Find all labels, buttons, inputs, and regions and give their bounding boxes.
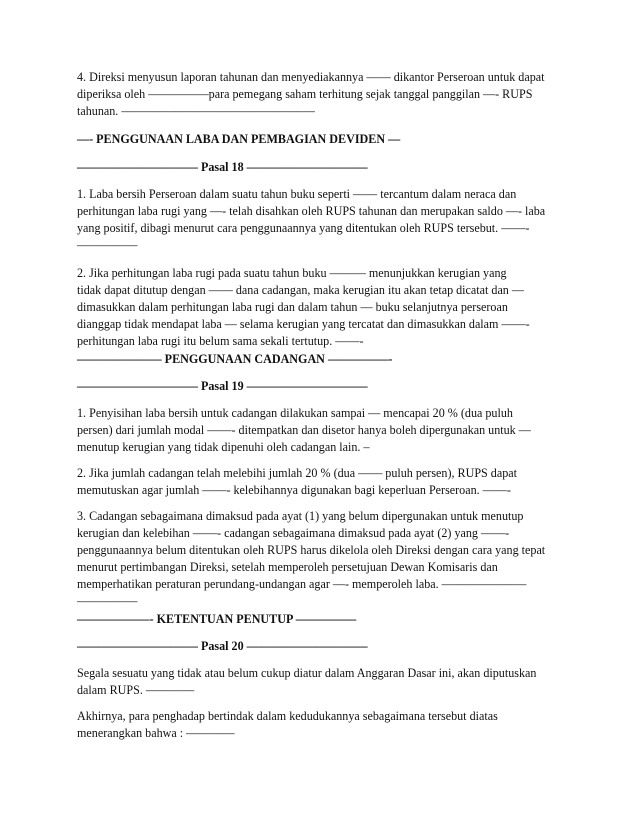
section-title-closing xyxy=(77,611,567,628)
text-line: Segala sesuatu yang tidak atau belum cukup diatur dalam Anggaran Dasar ini, akan diputuskan xyxy=(77,666,537,680)
section-title-profit-dividend xyxy=(77,131,567,148)
text-line: dimasukkan dalam perhitungan laba rugi dan dalam tahun — buku selanjutnya perseroan xyxy=(77,300,508,314)
text-line: perhitungan laba rugi itu belum sama sekali tertutup. ——- xyxy=(77,334,364,348)
text-line: dalam RUPS. ———— xyxy=(77,683,195,697)
text-line: dianggap tidak mendapat laba — selama kerugian yang tercatat dan dimasukkan dalam ——- xyxy=(77,317,530,331)
article-heading: —————————— Pasal 19 —————————— xyxy=(77,379,368,393)
text-line: persen) dari jumlah modal ——- ditempatkan dan disetor hanya boleh dipergunakan untuk — xyxy=(77,423,531,437)
text-line: tidak dapat ditutup dengan —— dana cadangan, maka kerugian itu akan tetap dicatat dan — xyxy=(77,283,524,297)
text-line: perhitungan laba rugi yang —- telah disahkan oleh RUPS tahunan dan merupakan saldo —- laba xyxy=(77,204,546,218)
article-heading: —————————— Pasal 18 —————————— xyxy=(77,160,368,174)
pasal-19-heading xyxy=(77,378,567,395)
text-line: ————— xyxy=(77,238,138,252)
pasal-19-paragraph-1 xyxy=(77,405,567,456)
text-line: menutup kerugian yang tidak dipenuhi oleh cadangan lain. – xyxy=(77,440,370,454)
text-line: 1. Penyisihan laba bersih untuk cadangan dilakukan sampai — mencapai 20 % (dua puluh xyxy=(77,406,513,420)
text-line: diperiksa oleh —————para pemegang saham terhitung sejak tanggal panggilan —- RUPS xyxy=(77,87,533,101)
text-line: menurut pertimbangan Direksi, setelah memperoleh persetujuan Dewan Komisaris dan xyxy=(77,560,498,574)
text-line: menerangkan bahwa : ———— xyxy=(77,726,235,740)
section-heading: ——————— PENGGUNAAN CADANGAN —————- xyxy=(77,352,393,366)
text-line: 2. Jika perhitungan laba rugi pada suatu tahun buku ——— menunjukkan kerugian yang xyxy=(77,266,507,280)
text-line: memutuskan agar jumlah ——- kelebihannya digunakan bagi keperluan Perseroan. ——- xyxy=(77,483,511,497)
text-line: 4. Direksi menyusun laporan tahunan dan menyediakannya —— dikantor Perseroan untuk dapat xyxy=(77,70,545,84)
article-heading: —————————— Pasal 20 —————————— xyxy=(77,639,368,653)
text-line: yang positif, dibagi menurut cara penggunaannya yang ditentukan oleh RUPS tersebut. ——- xyxy=(77,221,530,235)
text-line: memperhatikan peraturan perundang-undangan agar —- memperoleh laba. ——————— xyxy=(77,577,527,591)
pasal-20-heading xyxy=(77,638,567,655)
section-heading: —- PENGGUNAAN LABA DAN PEMBAGIAN DEVIDEN — xyxy=(77,132,401,146)
pasal-18-heading xyxy=(77,159,567,176)
pasal-19-paragraph-2 xyxy=(77,465,567,499)
paragraph-article-4 xyxy=(77,69,567,120)
text-line: Akhirnya, para penghadap bertindak dalam kedudukannya sebagaimana tersebut diatas xyxy=(77,709,498,723)
section-heading: ——————- KETENTUAN PENUTUP ————— xyxy=(77,612,357,626)
text-line: tahunan. ———————————————— xyxy=(77,104,315,118)
pasal-18-paragraph-1 xyxy=(77,186,567,254)
text-line: penggunaannya belum ditentukan oleh RUPS harus dikelola oleh Direksi dengan cara yang tepat xyxy=(77,543,546,557)
pasal-20-paragraph-1 xyxy=(77,665,567,699)
pasal-20-paragraph-2 xyxy=(77,708,567,742)
text-line: kerugian dan kelebihan ——- cadangan sebagaimana dimaksud pada ayat (2) yang ——- xyxy=(77,526,510,540)
text-line: 2. Jika jumlah cadangan telah melebihi jumlah 20 % (dua —— puluh persen), RUPS dapat xyxy=(77,466,517,480)
section-title-reserves xyxy=(77,351,567,368)
pasal-19-paragraph-3 xyxy=(77,508,567,610)
text-line: ————— xyxy=(77,594,138,608)
pasal-18-paragraph-2 xyxy=(77,265,567,350)
text-line: 1. Laba bersih Perseroan dalam suatu tahun buku seperti —— tercantum dalam neraca dan xyxy=(77,187,517,201)
text-line: 3. Cadangan sebagaimana dimaksud pada ayat (1) yang belum dipergunakan untuk menutup xyxy=(77,509,524,523)
